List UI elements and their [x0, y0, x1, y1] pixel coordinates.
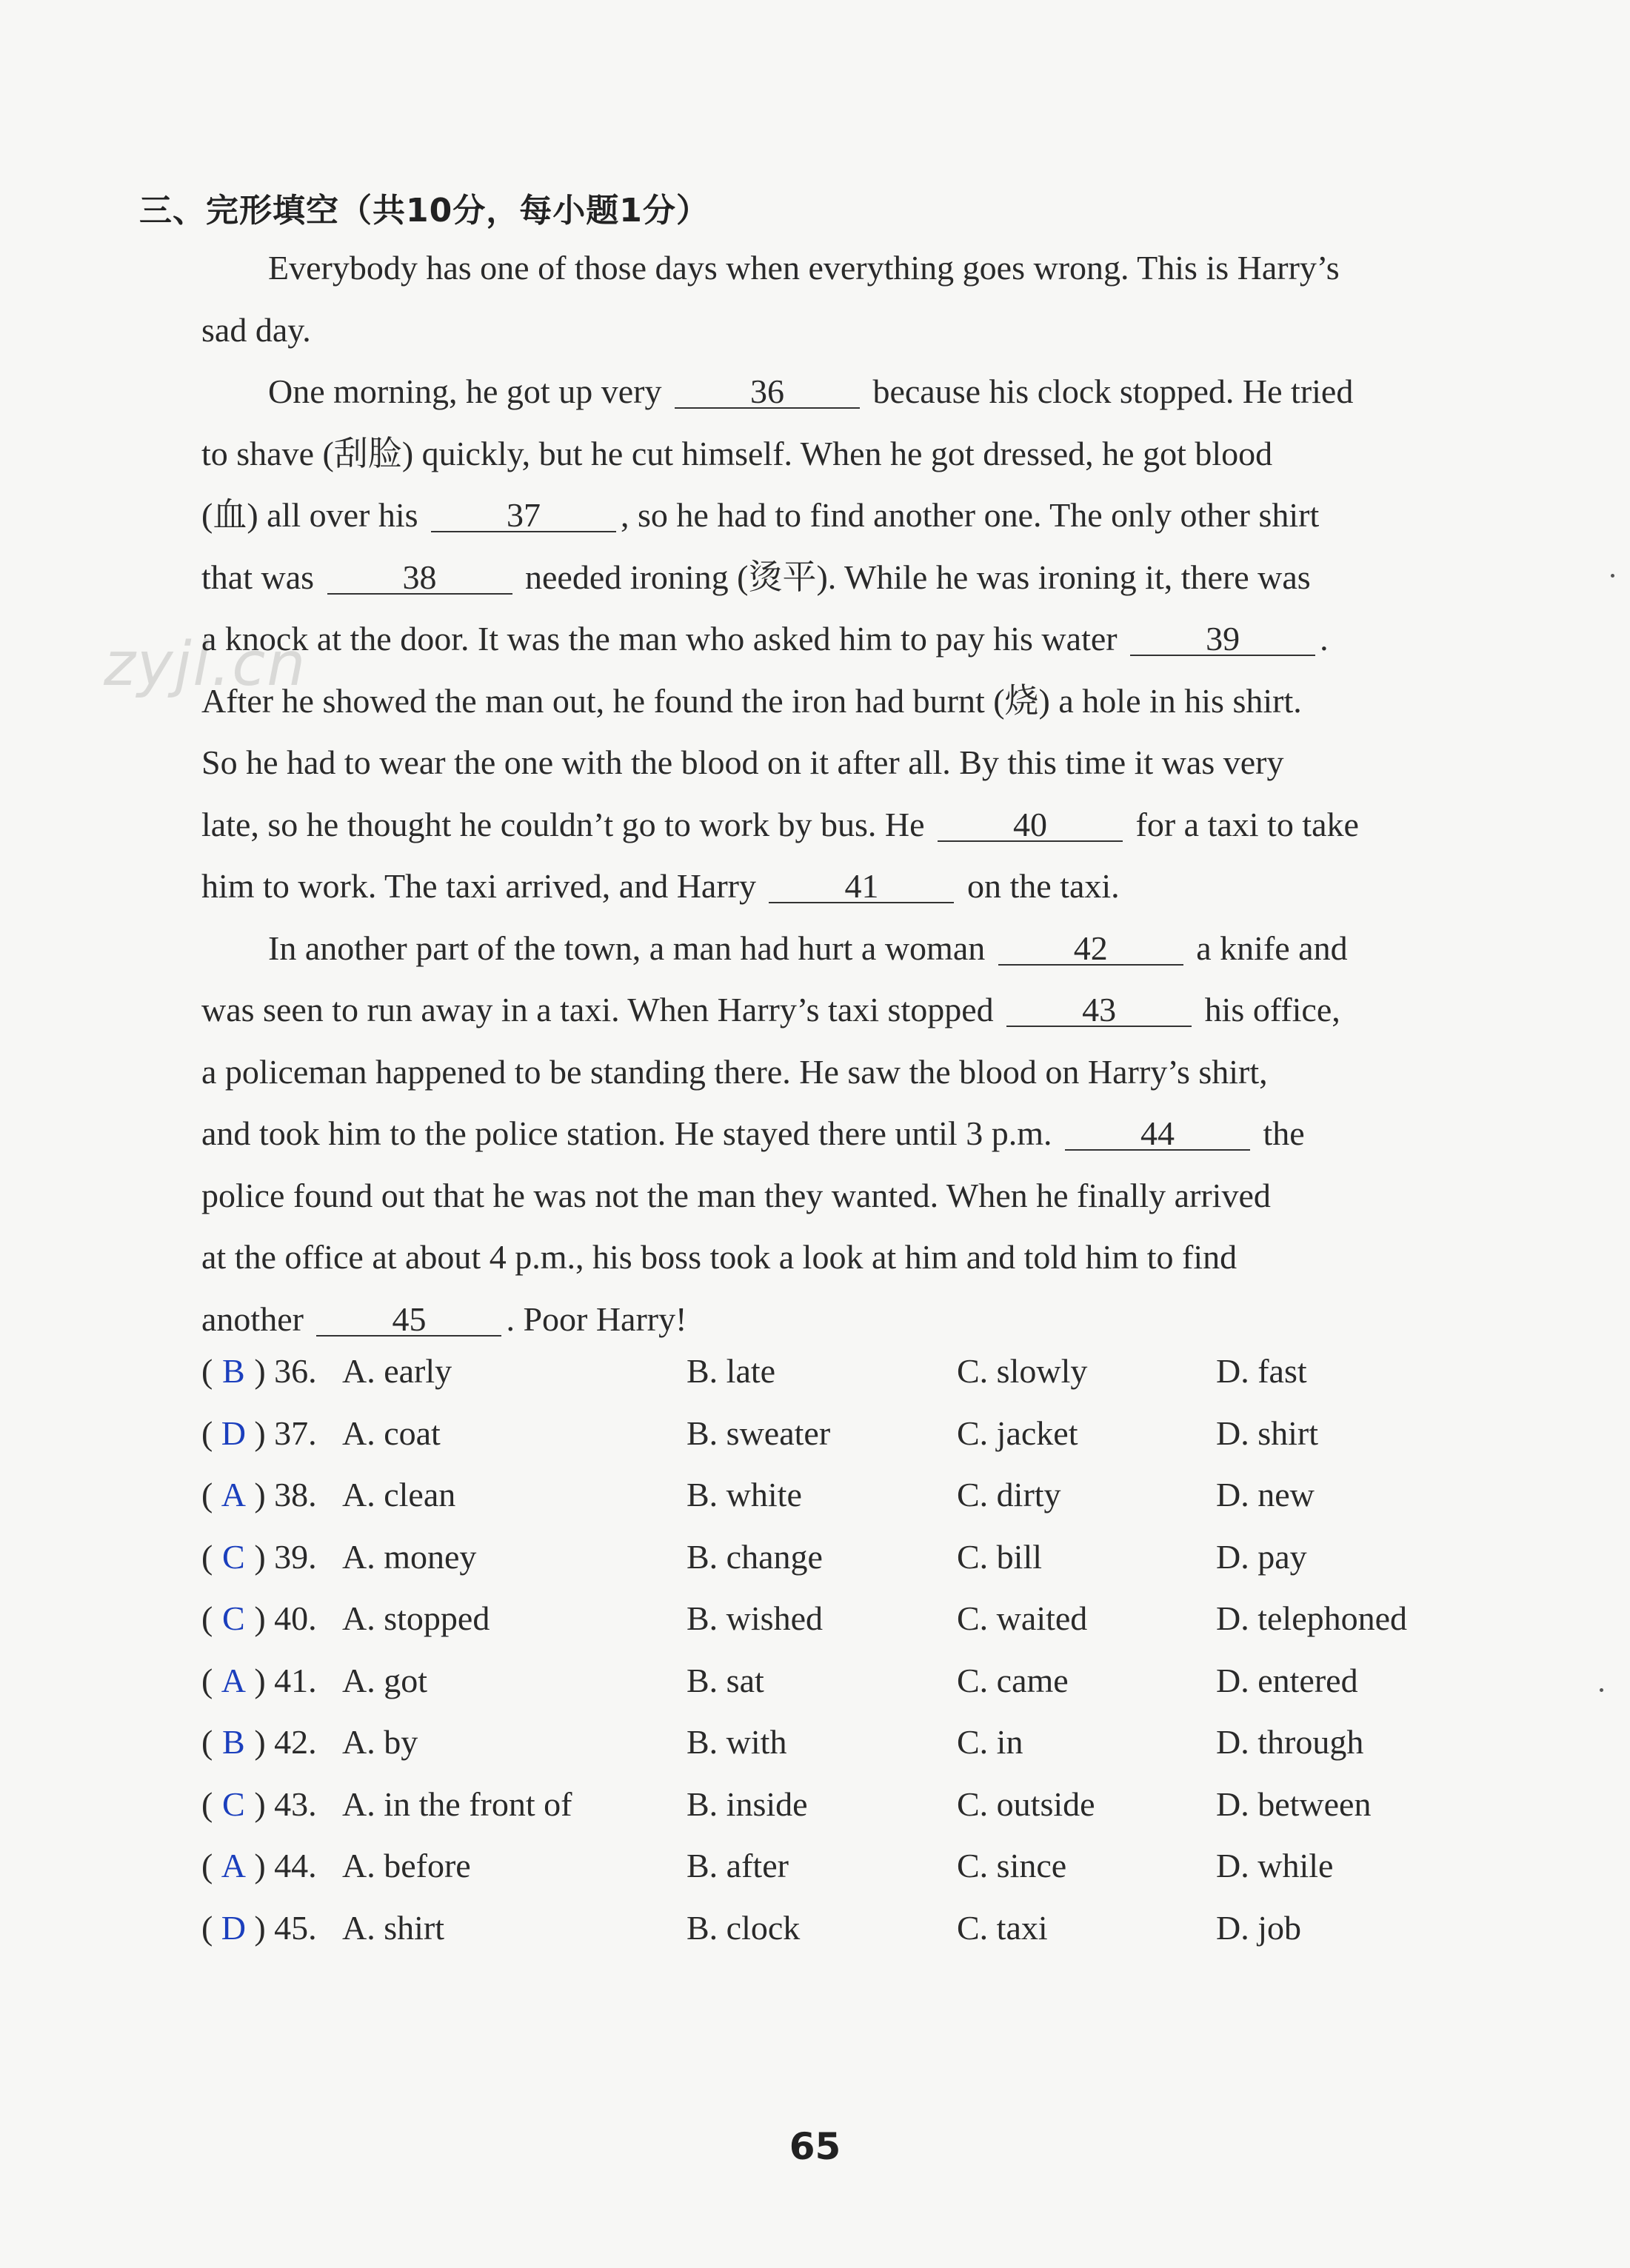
option-a: A. before — [342, 1847, 471, 1884]
question-number: 39. — [274, 1537, 317, 1576]
answer-paren: ( A ) 41. — [201, 1661, 317, 1699]
answer-letter: D — [221, 1908, 246, 1947]
option-a: A. shirt — [342, 1908, 444, 1947]
option-a: A. in the front of — [342, 1784, 572, 1823]
passage-text: the — [1255, 1114, 1305, 1152]
passage-line — [201, 361, 1446, 423]
option-a: A. got — [342, 1661, 427, 1699]
passage-text: , so he had to find another one. The only other shirt — [621, 496, 1320, 534]
option-b: B. white — [687, 1476, 802, 1513]
passage-line — [201, 1226, 1446, 1288]
option-b: B. change — [687, 1537, 823, 1576]
passage-line — [201, 917, 1446, 980]
passage-text: needed ironing (烫平). While he was ironing it, there was — [516, 558, 1311, 596]
passage-text: was seen to run away in a taxi. When Harry’s taxi stopped — [201, 991, 1003, 1028]
answer-letter: A — [221, 1661, 246, 1699]
question-row — [201, 1475, 1460, 1537]
option-d: D. entered — [1216, 1661, 1358, 1699]
question-number: 40. — [274, 1599, 317, 1637]
option-d: D. new — [1216, 1476, 1315, 1513]
question-row — [201, 1351, 1460, 1414]
option-c: C. slowly — [957, 1352, 1088, 1390]
answer-letter: C — [221, 1537, 245, 1576]
question-row — [201, 1661, 1460, 1723]
passage-text: In another part of the town, a man had hurt a woman — [268, 929, 994, 967]
option-a: A. money — [342, 1537, 477, 1576]
passage-text: a knock at the door. It was the man who asked him to pay his water — [201, 620, 1126, 658]
question-number: 43. — [274, 1784, 317, 1823]
passage-text: After he showed the man out, he found the iron had burnt (烧) a hole in his shirt. — [201, 681, 1302, 720]
question-number: 41. — [274, 1661, 317, 1699]
option-b: B. wished — [687, 1599, 823, 1637]
option-c: C. taxi — [957, 1908, 1048, 1947]
blank-number: 36 — [675, 376, 860, 409]
passage-line — [201, 423, 1446, 485]
option-d: D. pay — [1216, 1537, 1307, 1576]
question-number: 44. — [274, 1847, 317, 1884]
blank-number: 45 — [316, 1304, 501, 1337]
question-number: 36. — [274, 1352, 317, 1390]
passage-text: because his clock stopped. He tried — [864, 372, 1354, 410]
passage-line — [201, 1165, 1446, 1227]
passage-text: Everybody has one of those days when everything goes wrong. This is Harry’s — [268, 249, 1340, 287]
option-b: B. after — [687, 1847, 789, 1884]
passage-line — [201, 484, 1446, 546]
answer-paren: ( B ) 42. — [201, 1723, 317, 1761]
passage-text: One morning, he got up very — [268, 372, 670, 410]
passage-text: a policeman happened to be standing there. He saw the blood on Harry’s shirt, — [201, 1052, 1268, 1091]
passage-line — [201, 1041, 1446, 1103]
question-number: 37. — [274, 1414, 317, 1452]
option-c: C. outside — [957, 1784, 1095, 1823]
passage-text: him to work. The taxi arrived, and Harry — [201, 867, 765, 905]
passage-text: his office, — [1196, 991, 1340, 1028]
option-d: D. through — [1216, 1723, 1364, 1761]
answer-paren: ( A ) 44. — [201, 1847, 317, 1884]
passage-line — [201, 979, 1446, 1041]
answer-letter: C — [221, 1599, 245, 1637]
question-row — [201, 1784, 1460, 1847]
blank-number: 44 — [1065, 1118, 1250, 1151]
question-row — [201, 1414, 1460, 1476]
passage-text: another — [201, 1299, 313, 1338]
option-c: C. came — [957, 1661, 1069, 1699]
passage-text: to shave (刮脸) quickly, but he cut himself. When he got dressed, he got blood — [201, 434, 1273, 472]
passage-line — [201, 608, 1446, 670]
option-b: B. late — [687, 1352, 776, 1390]
passage-line — [201, 299, 1446, 361]
question-number: 42. — [274, 1723, 317, 1761]
option-a: A. early — [342, 1352, 452, 1390]
question-row — [201, 1599, 1460, 1661]
option-c: C. jacket — [957, 1414, 1078, 1452]
option-d: D. job — [1216, 1908, 1301, 1947]
passage-text: on the taxi. — [958, 867, 1120, 905]
blank-number: 39 — [1130, 623, 1315, 656]
answer-paren: ( A ) 38. — [201, 1476, 317, 1513]
blank-number: 41 — [769, 871, 954, 903]
page-number: 65 — [789, 2125, 841, 2168]
option-c: C. since — [957, 1847, 1067, 1884]
option-b: B. clock — [687, 1908, 801, 1947]
option-c: C. in — [957, 1723, 1023, 1761]
passage-text: police found out that he was not the man they wanted. When he finally arrived — [201, 1176, 1271, 1214]
passage-text: So he had to wear the one with the blood on it after all. By this time it was very — [201, 743, 1284, 781]
option-a: A. stopped — [342, 1599, 490, 1637]
answer-letter: B — [221, 1352, 245, 1390]
answer-letter: D — [221, 1414, 246, 1452]
option-d: D. while — [1216, 1847, 1334, 1884]
answer-letter: B — [221, 1723, 245, 1761]
blank-number: 42 — [998, 933, 1183, 966]
passage-text: . — [1320, 620, 1329, 658]
question-row — [201, 1846, 1460, 1908]
cloze-passage — [201, 237, 1446, 1350]
passage-line — [201, 1103, 1446, 1165]
option-b: B. inside — [687, 1784, 808, 1823]
answer-paren: ( B ) 36. — [201, 1352, 317, 1390]
blank-number: 37 — [431, 500, 616, 532]
passage-text: that was — [201, 558, 323, 596]
answer-paren: ( D ) 45. — [201, 1908, 317, 1947]
answer-paren: ( C ) 43. — [201, 1784, 317, 1823]
option-b: B. sat — [687, 1661, 764, 1699]
option-d: D. shirt — [1216, 1414, 1318, 1452]
answer-paren: ( C ) 39. — [201, 1537, 317, 1576]
passage-text: late, so he thought he couldn’t go to work by bus. He — [201, 805, 934, 843]
passage-text: (血) all over his — [201, 496, 427, 534]
option-c: C. bill — [957, 1537, 1043, 1576]
option-d: D. between — [1216, 1784, 1372, 1823]
passage-line — [201, 670, 1446, 732]
scan-dot — [1611, 574, 1614, 578]
passage-line — [201, 546, 1446, 609]
option-a: A. by — [342, 1723, 418, 1761]
option-b: B. sweater — [687, 1414, 831, 1452]
passage-text: for a taxi to take — [1127, 805, 1359, 843]
option-d: D. telephoned — [1216, 1599, 1408, 1637]
passage-line — [201, 855, 1446, 917]
passage-text: a knife and — [1187, 929, 1348, 967]
passage-line — [201, 732, 1446, 794]
option-a: A. clean — [342, 1476, 456, 1513]
question-row — [201, 1537, 1460, 1599]
answer-paren: ( D ) 37. — [201, 1414, 317, 1452]
answer-options — [201, 1351, 1460, 1970]
answer-paren: ( C ) 40. — [201, 1599, 317, 1637]
answer-letter: A — [221, 1847, 246, 1884]
answer-letter: A — [221, 1476, 246, 1513]
passage-text: . Poor Harry! — [506, 1299, 687, 1338]
question-number: 45. — [274, 1908, 317, 1947]
blank-number: 38 — [327, 562, 512, 595]
section-title: 三、完形填空（共10分，每小题1分） — [139, 192, 709, 230]
passage-text: and took him to the police station. He stayed there until 3 p.m. — [201, 1114, 1060, 1152]
option-a: A. coat — [342, 1414, 441, 1452]
option-c: C. dirty — [957, 1476, 1061, 1513]
passage-text: sad day. — [201, 310, 311, 349]
option-d: D. fast — [1216, 1352, 1307, 1390]
option-b: B. with — [687, 1723, 787, 1761]
answer-letter: C — [221, 1784, 245, 1823]
option-c: C. waited — [957, 1599, 1088, 1637]
passage-line — [201, 237, 1446, 299]
question-row — [201, 1908, 1460, 1970]
blank-number: 40 — [938, 809, 1123, 842]
blank-number: 43 — [1006, 994, 1192, 1027]
scan-dot — [1600, 1688, 1603, 1692]
passage-line — [201, 794, 1446, 856]
passage-text: at the office at about 4 p.m., his boss took a look at him and told him to find — [201, 1238, 1237, 1276]
question-row — [201, 1722, 1460, 1784]
watermark: zyjl.cn — [104, 629, 307, 700]
question-number: 38. — [274, 1476, 317, 1513]
passage-line — [201, 1288, 1446, 1351]
